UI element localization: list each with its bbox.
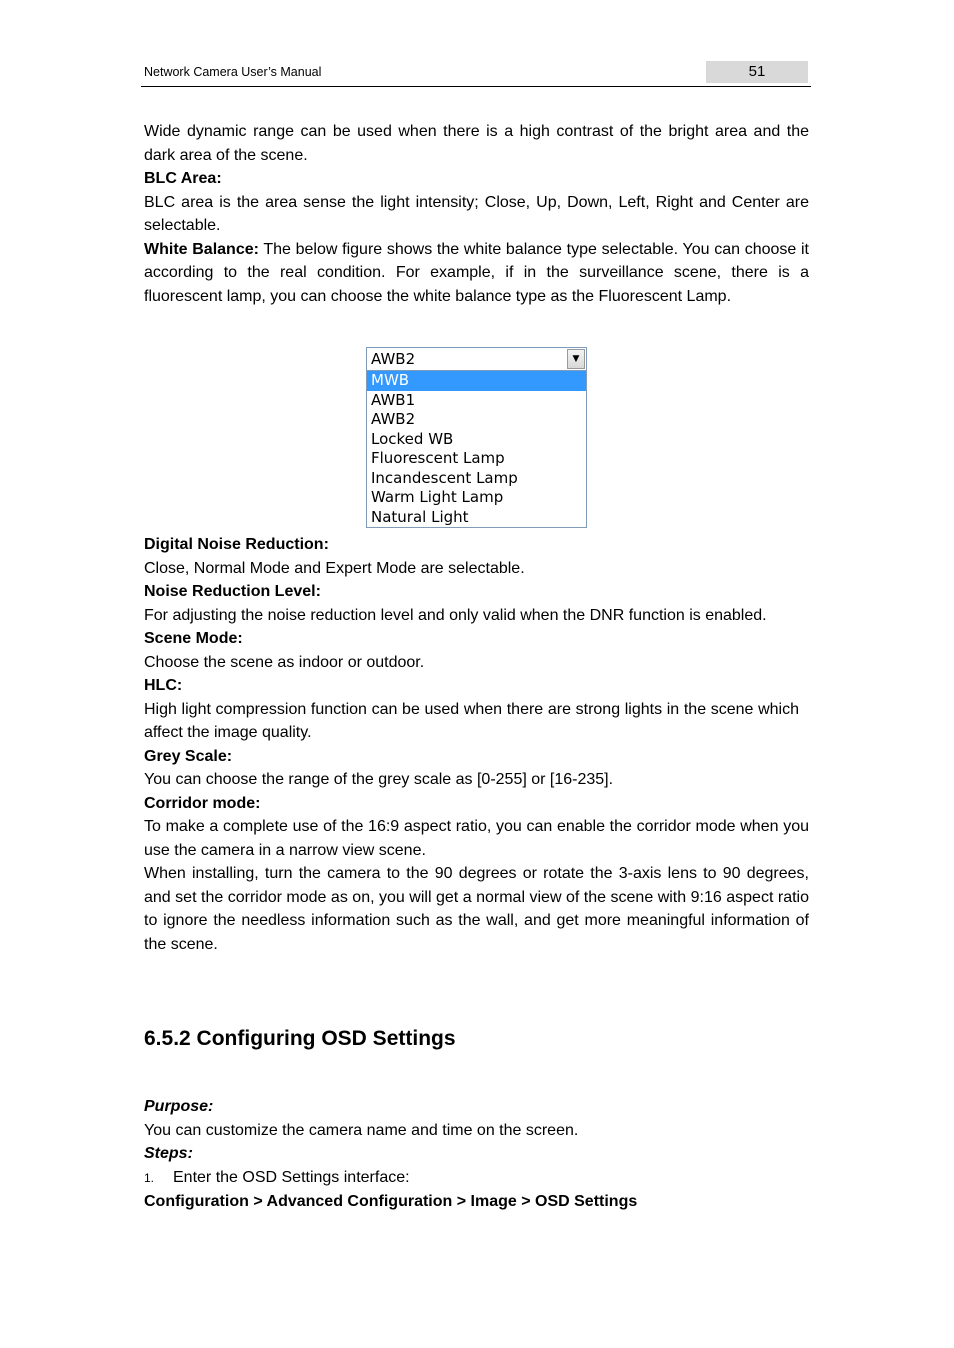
corridor-paragraph-2: When installing, turn the camera to the 90 degrees or rotate the 3-axis lens to 90 degrees, and set the corridor mode as on, you will get a normal view of the scene with 9:16 aspect ratio to ignore the needless information such as the wall, and get more meaningful information of the scene. xyxy=(144,865,809,953)
wb-option-locked-wb[interactable]: Locked WB xyxy=(371,429,454,448)
hlc-paragraph: High light compression function can be used when there are strong lights in the scene which affect the image quality. xyxy=(144,700,799,741)
purpose-label: Purpose: xyxy=(144,1098,214,1115)
blc-paragraph: BLC area is the area sense the light intensity; Close, Up, Down, Left, Right and Center are selectable. xyxy=(144,193,809,234)
wb-option-fluorescent[interactable]: Fluorescent Lamp xyxy=(371,449,505,467)
wdr-paragraph: Wide dynamic range can be used when there is a high contrast of the bright area and the dark area of the scene. xyxy=(144,123,809,164)
wb-select[interactable] xyxy=(366,347,587,371)
hlc-heading: HLC: xyxy=(144,677,183,694)
chevron-down-icon[interactable]: ▼ xyxy=(567,349,585,369)
steps-label: Steps: xyxy=(144,1145,193,1162)
wb-option-mwb[interactable]: MWB xyxy=(367,371,586,391)
wb-option-warm-light[interactable]: Warm Light Lamp xyxy=(371,488,504,506)
nrl-paragraph: For adjusting the noise reduction level and only valid when the DNR function is enabled. xyxy=(144,606,767,624)
dnr-paragraph: Close, Normal Mode and Expert Mode are selectable. xyxy=(144,559,525,577)
grey-heading: Grey Scale: xyxy=(144,747,233,765)
wb-option-awb1[interactable]: AWB1 xyxy=(371,390,416,409)
wb-option-awb2[interactable]: AWB2 xyxy=(371,410,416,428)
corridor-paragraph-1: To make a complete use of the 16:9 aspect ratio, you can enable the corridor mode when you use the camera in a narrow view scene. xyxy=(144,818,809,859)
step-1-text: Enter the OSD Settings interface: xyxy=(173,1168,410,1186)
wb-label: White Balance: xyxy=(144,240,259,258)
purpose-text: You can customize the camera name and time on the screen. xyxy=(144,1121,579,1139)
manual-title: Network Camera User’s Manual xyxy=(144,65,322,79)
page-number: 51 xyxy=(706,61,808,83)
step-1 xyxy=(144,1166,809,1191)
white-balance-dropdown[interactable] xyxy=(366,347,587,528)
blc-heading: BLC Area: xyxy=(144,170,222,187)
osd-steps xyxy=(144,1095,809,1214)
wb-option-incandescent[interactable]: Incandescent Lamp xyxy=(371,468,518,487)
wb-text: The below figure shows the white balance type selectable. You can choose it according to the real condition. For example, if in the surveillance scene, there is a fluorescent lamp, you can choose the white balance type as the Fluorescent Lamp. xyxy=(144,240,810,305)
wb-paragraph xyxy=(144,238,809,309)
page-header xyxy=(141,60,811,87)
scene-heading: Scene Mode: xyxy=(144,630,243,647)
wb-selected-value: AWB2 xyxy=(371,350,416,368)
nrl-heading: Noise Reduction Level: xyxy=(144,583,321,600)
menu-path: Configuration > Advanced Configuration > Image > OSD Settings xyxy=(144,1193,638,1210)
step-1-number: 1. xyxy=(144,1170,155,1185)
grey-paragraph: You can choose the range of the grey scale as [0-255] or [16-235]. xyxy=(144,771,614,788)
scene-paragraph: Choose the scene as indoor or outdoor. xyxy=(144,653,425,671)
section-heading: 6.5.2 Configuring OSD Settings xyxy=(144,1027,456,1050)
corridor-heading: Corridor mode: xyxy=(144,794,261,812)
dnr-heading: Digital Noise Reduction: xyxy=(144,536,329,553)
wb-option-natural-light[interactable]: Natural Light xyxy=(371,507,469,526)
main-content xyxy=(144,120,809,956)
wb-options-list xyxy=(366,371,587,528)
